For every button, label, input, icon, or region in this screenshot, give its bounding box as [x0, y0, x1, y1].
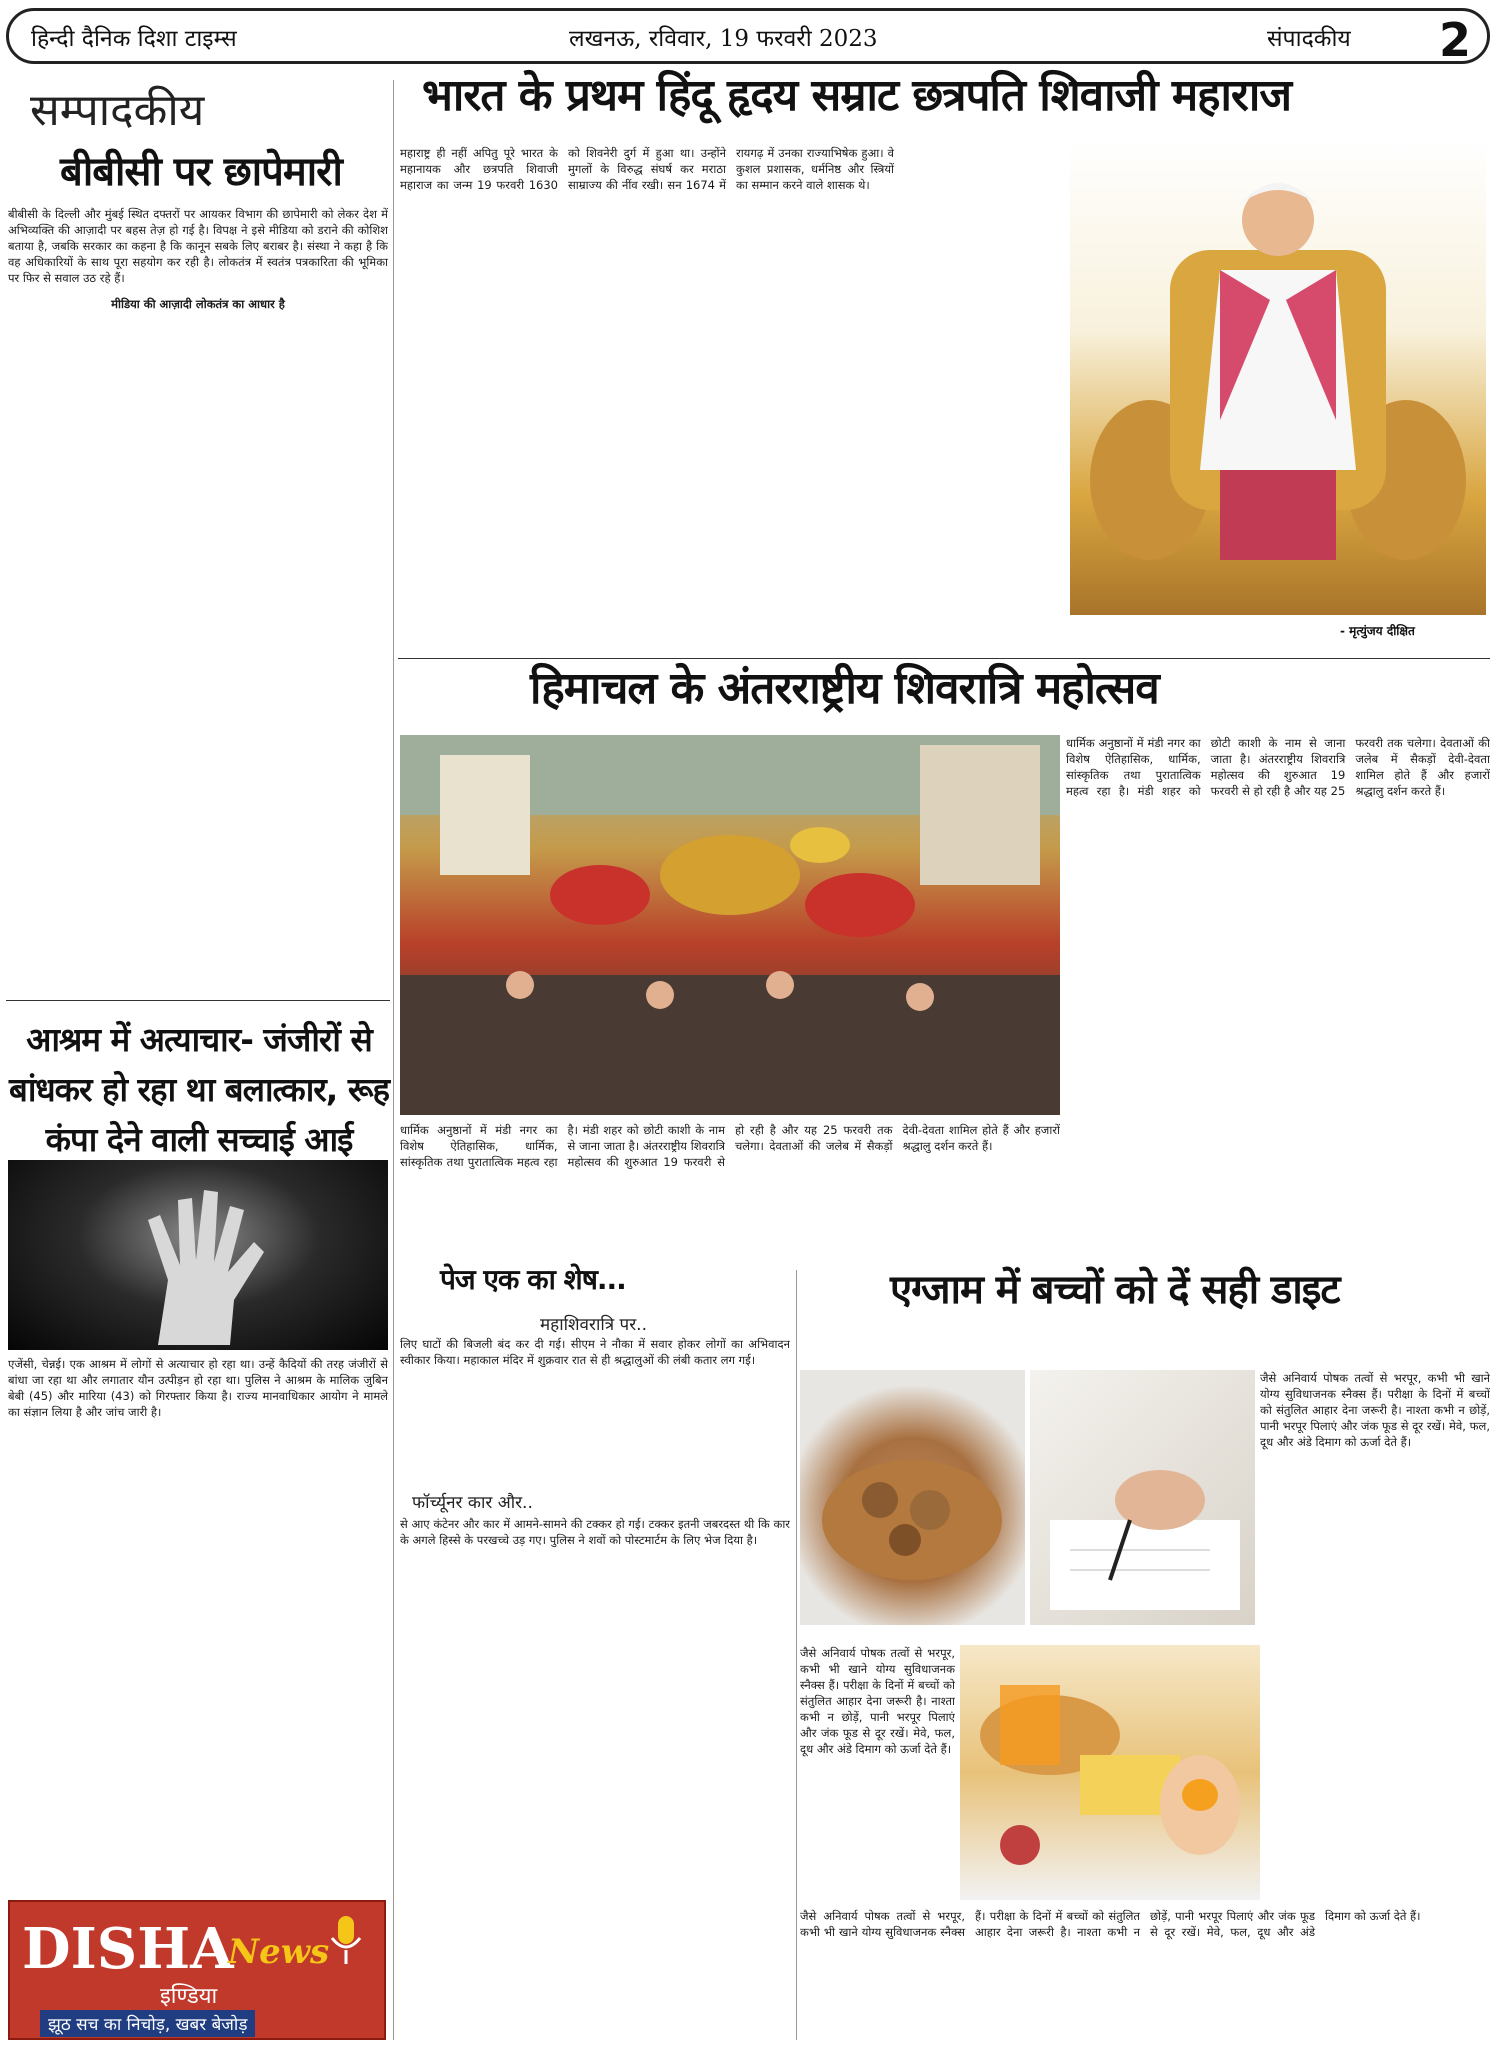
- procession-illustration: [400, 735, 1060, 1115]
- page-number: 2: [1438, 13, 1471, 67]
- shivaji-author: - मृत्युंजय दीक्षित: [1340, 624, 1415, 638]
- masthead: [6, 8, 1490, 67]
- paper-name: हिन्दी दैनिक दिशा टाइम्स: [31, 26, 237, 52]
- ashram-headline: आश्रम में अत्याचार- जंजीरों से बांधकर हो रहा था बलात्कार, रूह कंपा देने वाली सच्चाई आई: [8, 1020, 389, 1159]
- exam-body-side-text: जैसे अनिवार्य पोषक तत्वों से भरपूर, कभी भी खाने योग्य सुविधाजनक स्नैक्स हैं। परीक्षा के दिनों में बच्चों को संतुलित आहार देना जरूरी है। नाश्ता कभी न छोड़ें, पानी भरपूर पिलाएं और जंक फूड से दूर रखें। मेवे, फल, दूध और अंडे दिमाग को ऊर्जा देते हैं।: [800, 1646, 955, 1756]
- microphone-icon: [316, 1910, 376, 1970]
- ashram-body: [8, 1356, 388, 1896]
- exam-body-bottom-text: जैसे अनिवार्य पोषक तत्वों से भरपूर, कभी भी खाने योग्य सुविधाजनक स्नैक्स हैं। परीक्षा के दिनों में बच्चों को संतुलित आहार देना जरूरी है। नाश्ता कभी न छोड़ें, पानी भरपूर पिलाएं और जंक फूड से दूर रखें। मेवे, फल, दूध और अंडे दिमाग को ऊर्जा देते हैं।: [800, 1909, 1421, 1939]
- mahashivratri-body-text: लिए घाटों की बिजली बंद कर दी गई। सीएम ने नौका में सवार होकर लोगों का अभिवादन स्वीकार किया। महाकाल मंदिर में शुक्रवार रात से ही श्रद्धालुओं की लंबी कतार लग गई।: [400, 1337, 790, 1367]
- exam-body-text: जैसे अनिवार्य पोषक तत्वों से भरपूर, कभी भी खाने योग्य सुविधाजनक स्नैक्स हैं। परीक्षा के दिनों में बच्चों को संतुलित आहार देना जरूरी है। नाश्ता कभी न छोड़ें, पानी भरपूर पिलाएं और जंक फूड से दूर रखें। मेवे, फल, दूध और अंडे दिमाग को ऊर्जा देते हैं।: [1260, 1371, 1490, 1449]
- shivaji-portrait: [1070, 140, 1486, 615]
- shivaji-body: [400, 145, 1062, 645]
- ad-brand-suffix: News: [228, 1932, 330, 1972]
- dateline: लखनऊ, रविवार, 19 फरवरी 2023: [569, 26, 878, 52]
- editorial-pull-quote: मीडिया की आज़ादी लोकतंत्र का आधार है: [111, 297, 285, 311]
- shivratri-body-continued: [400, 1122, 1060, 1262]
- divider: [398, 658, 1490, 659]
- ad-tagline: झूठ सच का निचोड़, खबर बेजोड़: [40, 2010, 255, 2037]
- fortuner-body-text: से आए कंटेनर और कार में आमने-सामने की टक्कर हो गई। टक्कर इतनी जबरदस्त थी कि कार के अगले हिस्से के परखच्चे उड़ गए। पुलिस ने शवों को पोस्टमार्टम के लिए भेज दिया है।: [400, 1517, 790, 1547]
- divider: [6, 1000, 390, 1001]
- shivaji-body-text: महाराष्ट्र ही नहीं अपितु पूरे भारत के महानायक और छत्रपति शिवाजी महाराज का जन्म 19 फरवरी 1630 को शिवनेरी दुर्ग में हुआ था। उन्होंने मुगलों के विरुद्ध संघर्ष कर मराठा साम्राज्य की नींव रखी। सन 1674 में रायगढ़ में उनका राज्याभिषेक हुआ। वे कुशल प्रशासक, धर्मनिष्ठ और स्त्रियों का सम्मान करने वाले शासक थे।: [400, 146, 894, 192]
- shivratri-body-text: धार्मिक अनुष्ठानों में मंडी नगर का विशेष ऐतिहासिक, धार्मिक, सांस्कृतिक तथा पुरातात्विक महत्व रहा है। मंडी शहर को छोटी काशी के नाम से जाना जाता है। अंतरराष्ट्रीय शिवरात्रि महोत्सव की शुरुआत 19 फरवरी से हो रही है और यह 25 फरवरी तक चलेगा। देवताओं की जलेब में सैकड़ों देवी-देवता शामिल होते हैं और हजारों श्रद्धालु दर्शन करते हैं।: [1066, 736, 1490, 798]
- ad-region: इण्डिया: [160, 1984, 218, 2009]
- shivaji-headline: भारत के प्रथम हिंदू हृदय सम्राट छत्रपति शिवाजी महाराज: [422, 70, 1291, 121]
- nuts-bowl-photo: [800, 1370, 1025, 1625]
- ad-brand: DISHA: [22, 1916, 234, 1982]
- section-label: संपादकीय: [1267, 26, 1351, 52]
- exam-body: [1260, 1370, 1490, 1900]
- mahashivratri-body: [400, 1336, 790, 1476]
- column-rule: [393, 80, 394, 2040]
- shivaji-throne-illustration: [1070, 140, 1486, 615]
- ashram-photo: [8, 1160, 388, 1350]
- exam-body-side: [800, 1645, 955, 1905]
- fortuner-subhead: फॉर्च्यूनर कार और..: [412, 1493, 533, 1513]
- shivratri-body: [1066, 735, 1490, 1265]
- editorial-body: [8, 206, 388, 986]
- disha-news-ad[interactable]: [8, 1900, 386, 2040]
- student-writing-photo: [1030, 1370, 1255, 1625]
- hand-writing-icon: [1030, 1370, 1255, 1625]
- walnut-illustration: [800, 1370, 1025, 1625]
- section-title: सम्पादकीय: [30, 85, 205, 136]
- breakfast-photo: [960, 1645, 1260, 1900]
- fortuner-body: [400, 1516, 790, 2036]
- editorial-body-text: बीबीसी के दिल्ली और मुंबई स्थित दफ्तरों पर आयकर विभाग की छापेमारी को लेकर देश में अभिव्यक्ति की आज़ादी पर बहस तेज़ हो गई है। विपक्ष ने इसे मीडिया को डराने की कोशिश बताया है, जबकि सरकार का कहना है कि कानून सबके लिए बराबर है। संस्था ने कहा है कि वह अधिकारियों के साथ पूरा सहयोग कर रही है। लोकतंत्र में स्वतंत्र पत्रकारिता की भूमिका पर फिर से सवाल उठ रहे हैं।: [8, 207, 388, 285]
- mahashivratri-subhead: महाशिवरात्रि पर..: [540, 1315, 647, 1335]
- ashram-body-text: एजेंसी, चेन्नई। एक आश्रम में लोगों से अत्याचार हो रहा था। उन्हें कैदियों की तरह जंजीरों से बांधा जा रहा था और लगातार यौन उत्पीड़न हो रहा था। पुलिस ने आश्रम के मालिक जुबिन बेबी (45) और मारिया (43) को गिरफ्तार किया है। राज्य मानवाधिकार आयोग ने मामले का संज्ञान लिया है और जांच जारी है।: [8, 1357, 388, 1419]
- shivratri-body-text-2: धार्मिक अनुष्ठानों में मंडी नगर का विशेष ऐतिहासिक, धार्मिक, सांस्कृतिक तथा पुरातात्विक महत्व रहा है। मंडी शहर को छोटी काशी के नाम से जाना जाता है। अंतरराष्ट्रीय शिवरात्रि महोत्सव की शुरुआत 19 फरवरी से हो रही है और यह 25 फरवरी तक चलेगा। देवताओं की जलेब में सैकड़ों देवी-देवता शामिल होते हैं और हजारों श्रद्धालु दर्शन करते हैं।: [400, 1123, 1060, 1169]
- continued-label: पेज एक का शेष...: [440, 1263, 626, 1296]
- shivratri-headline: हिमाचल के अंतरराष्ट्रीय शिवरात्रि महोत्सव: [530, 663, 1159, 714]
- column-rule: [796, 1270, 797, 2040]
- exam-headline: एग्जाम में बच्चों को दें सही डाइट: [890, 1267, 1340, 1313]
- editorial-headline: बीबीसी पर छापेमारी: [60, 149, 342, 195]
- exam-body-bottom: [800, 1908, 1490, 2043]
- hand-silhouette-icon: [8, 1160, 388, 1350]
- shivratri-procession-photo: [400, 735, 1060, 1115]
- breakfast-illustration: [960, 1645, 1260, 1900]
